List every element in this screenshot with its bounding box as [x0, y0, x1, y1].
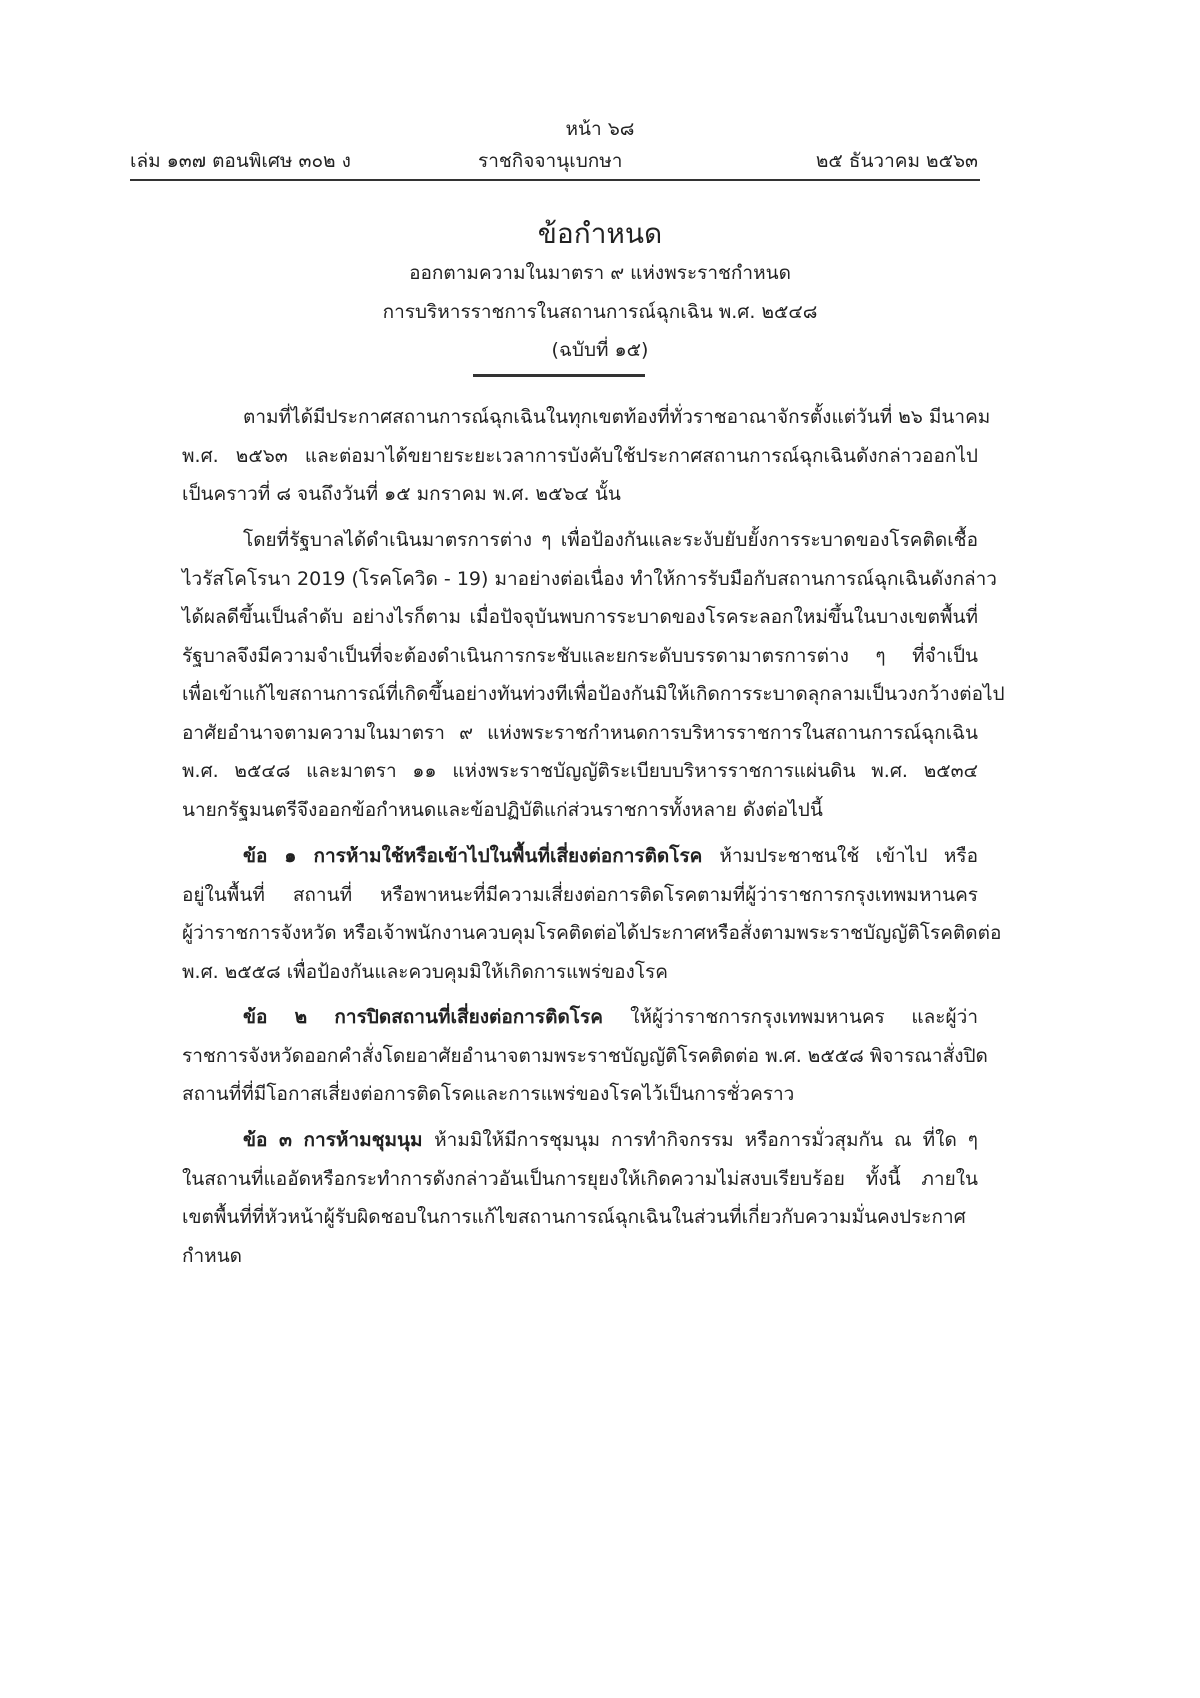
- clause1-line: พ.ศ. ๒๕๕๘ เพื่อป้องกันและควบคุมมิให้เกิดการแพร่ของโรค: [182, 960, 668, 983]
- clause-heading: ข้อ ๓ การห้ามชุมนุม: [243, 1129, 435, 1151]
- subtitle-line-2: การบริหารราชการในสถานการณ์ฉุกเฉิน พ.ศ. ๒๕๔๘: [382, 301, 818, 323]
- clause3-line: เขตพื้นที่ที่หัวหน้าผู้รับผิดชอบในการแก้ไขสถานการณ์ฉุกเฉินในส่วนที่เกี่ยวกับความมั่นคงประกาศ: [182, 1206, 966, 1228]
- title-divider: [473, 374, 645, 377]
- paragraph-2-line: เพื่อเข้าแก้ไขสถานการณ์ที่เกิดขึ้นอย่างทันท่วงทีเพื่อป้องกันมิให้เกิดการระบาดลุกลามเป็นวงกว้างต่อไป: [182, 683, 1005, 705]
- paragraph-2-line: ได้ผลดีขึ้นเป็นลำดับ อย่างไรก็ตาม เมื่อปัจจุบันพบการระบาดของโรคระลอกใหม่ขึ้นในบางเขตพื้นที่: [182, 606, 978, 628]
- clause3-line: ในสถานที่แออัดหรือกระทำการดังกล่าวอันเป็นการยุยงให้เกิดความไม่สงบเรียบร้อย ทั้งนี้ ภายใน: [182, 1167, 978, 1190]
- publication-name: ราชกิจจานุเบกษา: [478, 150, 623, 172]
- volume-info: เล่ม ๑๓๗ ตอนพิเศษ ๓๐๒ ง: [130, 150, 351, 172]
- clause2-line: ราชการจังหวัดออกคำสั่งโดยอาศัยอำนาจตามพระราชบัญญัติโรคติดต่อ พ.ศ. ๒๕๕๘ พิจารณาสั่งปิด: [182, 1044, 988, 1067]
- clause-heading: ข้อ ๑ การห้ามใช้หรือเข้าไปในพื้นที่เสี่ยงต่อการติดโรค: [243, 845, 720, 867]
- clause1-line: อยู่ในพื้นที่ สถานที่ หรือพาหนะที่มีความเสี่ยงต่อการติดโรคตามที่ผู้ว่าราชการกรุงเทพมหานคร: [182, 883, 978, 906]
- clause2-line: สถานที่ที่มีโอกาสเสี่ยงต่อการติดโรคและการแพร่ของโรคไว้เป็นการชั่วคราว: [182, 1083, 795, 1105]
- clause3-line: กำหนด: [182, 1244, 243, 1267]
- header-rule: [130, 179, 980, 181]
- clause3-line: [243, 1127, 978, 1153]
- clause2-line: [243, 1004, 978, 1030]
- clause-heading: ข้อ ๒ การปิดสถานที่เสี่ยงต่อการติดโรค: [243, 1006, 631, 1028]
- subtitle-line-1: ออกตามความในมาตรา ๙ แห่งพระราชกำหนด: [409, 262, 791, 284]
- edition: (ฉบับที่ ๑๕): [551, 339, 649, 361]
- publication-date: ๒๕ ธันวาคม ๒๕๖๓: [815, 150, 978, 172]
- paragraph-1-line: เป็นคราวที่ ๘ จนถึงวันที่ ๑๕ มกราคม พ.ศ. ๒๕๖๔ นั้น: [182, 483, 621, 505]
- clause-text: ให้ผู้ว่าราชการกรุงเทพมหานคร และผู้ว่า: [630, 1006, 978, 1028]
- paragraph-2-line: โดยที่รัฐบาลได้ดำเนินมาตรการต่าง ๆ เพื่อป้องกันและระงับยับยั้งการระบาดของโรคติดเชื้อ: [243, 529, 978, 551]
- paragraph-1-line: ตามที่ได้มีประกาศสถานการณ์ฉุกเฉินในทุกเขตท้องที่ทั่วราชอาณาจักรตั้งแต่วันที่ ๒๖ มีนาคม: [243, 406, 991, 428]
- paragraph-1-line: พ.ศ. ๒๕๖๓ และต่อมาได้ขยายระยะเวลาการบังคับใช้ประกาศสถานการณ์ฉุกเฉินดังกล่าวออกไป: [182, 444, 978, 467]
- clause1-line: [243, 843, 978, 869]
- paragraph-2-line: ไวรัสโคโรนา 2019 (โรคโควิด - 19) มาอย่างต่อเนื่อง ทำให้การรับมือกับสถานการณ์ฉุกเฉินดังกล่าว: [182, 567, 997, 590]
- paragraph-2-line: อาศัยอำนาจตามความในมาตรา ๙ แห่งพระราชกำหนดการบริหารราชการในสถานการณ์ฉุกเฉิน: [182, 721, 978, 744]
- paragraph-2-line: นายกรัฐมนตรีจึงออกข้อกำหนดและข้อปฏิบัติแก่ส่วนราชการทั้งหลาย ดังต่อไปนี้: [182, 798, 823, 821]
- clause-text: ห้ามประชาชนใช้ เข้าไป หรือ: [719, 845, 978, 867]
- page-number: หน้า ๖๘: [565, 118, 635, 140]
- paragraph-2-line: พ.ศ. ๒๕๔๘ และมาตรา ๑๑ แห่งพระราชบัญญัติระเบียบบริหารราชการแผ่นดิน พ.ศ. ๒๕๓๔: [182, 760, 978, 782]
- paragraph-2-line: รัฐบาลจึงมีความจำเป็นที่จะต้องดำเนินการกระชับและยกระดับบรรดามาตรการต่าง ๆ ที่จำเป็น: [182, 644, 978, 667]
- clause-text: ห้ามมิให้มีการชุมนุม การทำกิจกรรม หรือการมั่วสุมกัน ณ ที่ใด ๆ: [434, 1129, 978, 1151]
- document-title: ข้อกำหนด: [537, 217, 663, 250]
- clause1-line: ผู้ว่าราชการจังหวัด หรือเจ้าพนักงานควบคุมโรคติดต่อได้ประกาศหรือสั่งตามพระราชบัญญัติโรคติดต่อ: [182, 922, 1002, 944]
